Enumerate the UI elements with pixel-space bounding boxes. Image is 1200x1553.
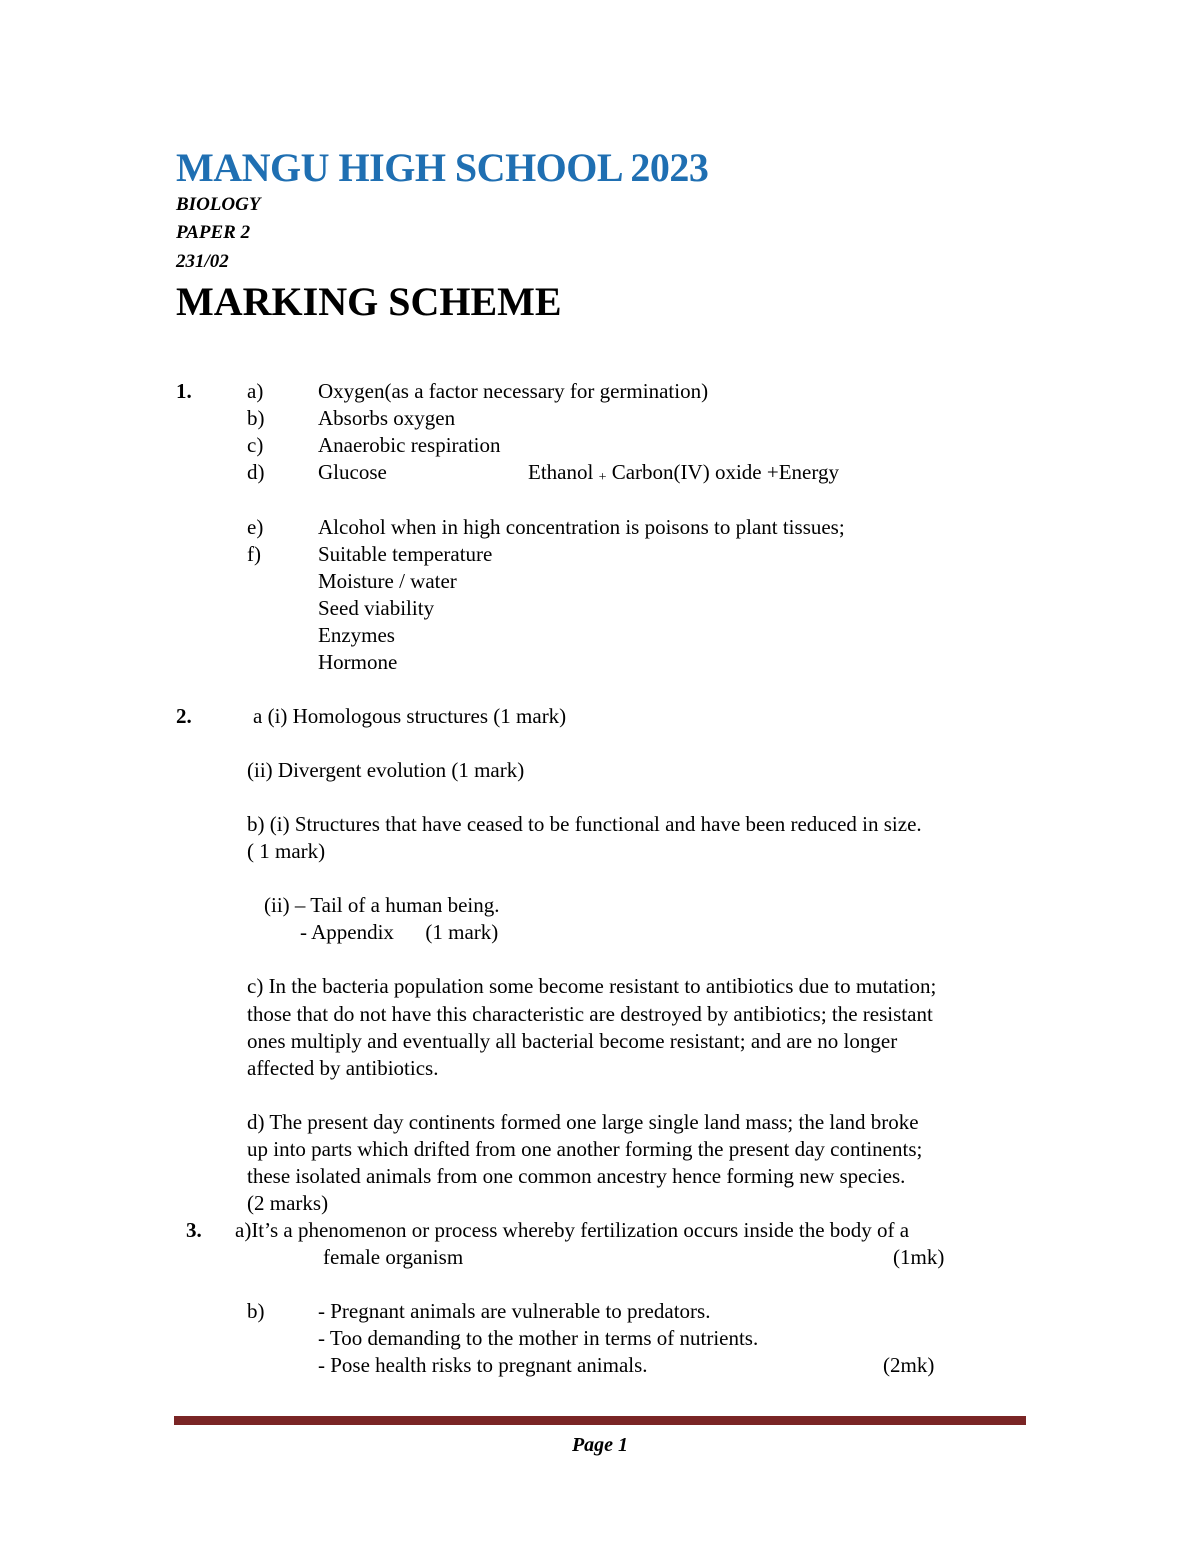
q2-b-ii-answer: (ii) – Tail of a human being. — [264, 893, 500, 917]
marking-scheme-title: MARKING SCHEME — [176, 279, 562, 324]
q1-f-label: f) — [247, 542, 261, 566]
q3-a-answer: a)It’s a phenomenon or process whereby fertilization occurs inside the body of a — [235, 1218, 910, 1242]
q3-a-answer-2: female organism — [323, 1245, 464, 1269]
q1-c-answer: Anaerobic respiration — [318, 433, 501, 457]
q3-a-marks: (1mk) — [893, 1245, 945, 1269]
footer-rule — [174, 1416, 1026, 1425]
q3-b-item: - Pregnant animals are vulnerable to predators. — [318, 1299, 711, 1323]
q1-a-label: a) — [247, 379, 264, 403]
q2-c-line: those that do not have this characteristic are destroyed by antibiotics; the resistant — [247, 1002, 933, 1026]
q2-a-ii-answer: (ii) Divergent evolution (1 mark) — [247, 758, 525, 782]
q1-d-product-ethanol: Ethanol — [528, 460, 599, 484]
q2-b-ii-answer-2: - Appendix (1 mark) — [300, 920, 499, 944]
q1-b-answer: Absorbs oxygen — [318, 406, 456, 430]
q2-c-line: affected by antibiotics. — [247, 1056, 439, 1080]
q1-d-products — [528, 459, 839, 491]
q1-d-product-rest: Carbon(IV) oxide +Energy — [606, 460, 839, 484]
q2-b-i-marks: ( 1 mark) — [247, 839, 326, 863]
q1-c-label: c) — [247, 433, 264, 457]
q2-d-line: (2 marks) — [247, 1191, 329, 1215]
q1-f-item: Moisture / water — [318, 569, 457, 593]
q1-b-label: b) — [247, 406, 265, 430]
question-3-number: 3. — [186, 1218, 202, 1242]
q3-b-label: b) — [247, 1299, 265, 1323]
subject-label: BIOLOGY — [176, 194, 261, 215]
q2-c-line: c) In the bacteria population some become resistant to antibiotics due to mutation; — [247, 974, 937, 998]
q2-d-line: these isolated animals from one common ancestry hence forming new species. — [247, 1164, 906, 1188]
q1-f-item: Suitable temperature — [318, 542, 493, 566]
question-2-number: 2. — [176, 704, 192, 728]
q2-a-i-answer: a (i) Homologous structures (1 mark) — [253, 704, 567, 728]
q1-f-item: Seed viability — [318, 596, 435, 620]
q3-b-item: - Too demanding to the mother in terms of nutrients. — [318, 1326, 759, 1350]
q2-d-line: d) The present day continents formed one large single land mass; the land broke — [247, 1110, 919, 1134]
q2-d-line: up into parts which drifted from one another forming the present day continents; — [247, 1137, 923, 1161]
q1-e-answer: Alcohol when in high concentration is poisons to plant tissues; — [318, 515, 845, 539]
paper-label: PAPER 2 — [176, 222, 251, 243]
q2-c-line: ones multiply and eventually all bacterial become resistant; and are no longer — [247, 1029, 898, 1053]
q1-f-item: Enzymes — [318, 623, 395, 647]
q1-e-label: e) — [247, 515, 264, 539]
paper-code: 231/02 — [176, 251, 229, 272]
q1-d-reactant: Glucose — [318, 460, 387, 484]
q1-a-answer: Oxygen(as a factor necessary for germination) — [318, 379, 709, 403]
school-title: MANGU HIGH SCHOOL 2023 — [176, 145, 709, 190]
page-number: Page 1 — [571, 1434, 629, 1456]
plus-sign: + — [598, 470, 607, 485]
q3-b-marks: (2mk) — [883, 1353, 935, 1377]
question-1-number: 1. — [176, 379, 192, 403]
q1-d-label: d) — [247, 460, 265, 484]
q1-f-item: Hormone — [318, 650, 398, 674]
q3-b-item: - Pose health risks to pregnant animals. — [318, 1353, 648, 1377]
q2-b-i-answer: b) (i) Structures that have ceased to be functional and have been reduced in size. — [247, 812, 922, 836]
